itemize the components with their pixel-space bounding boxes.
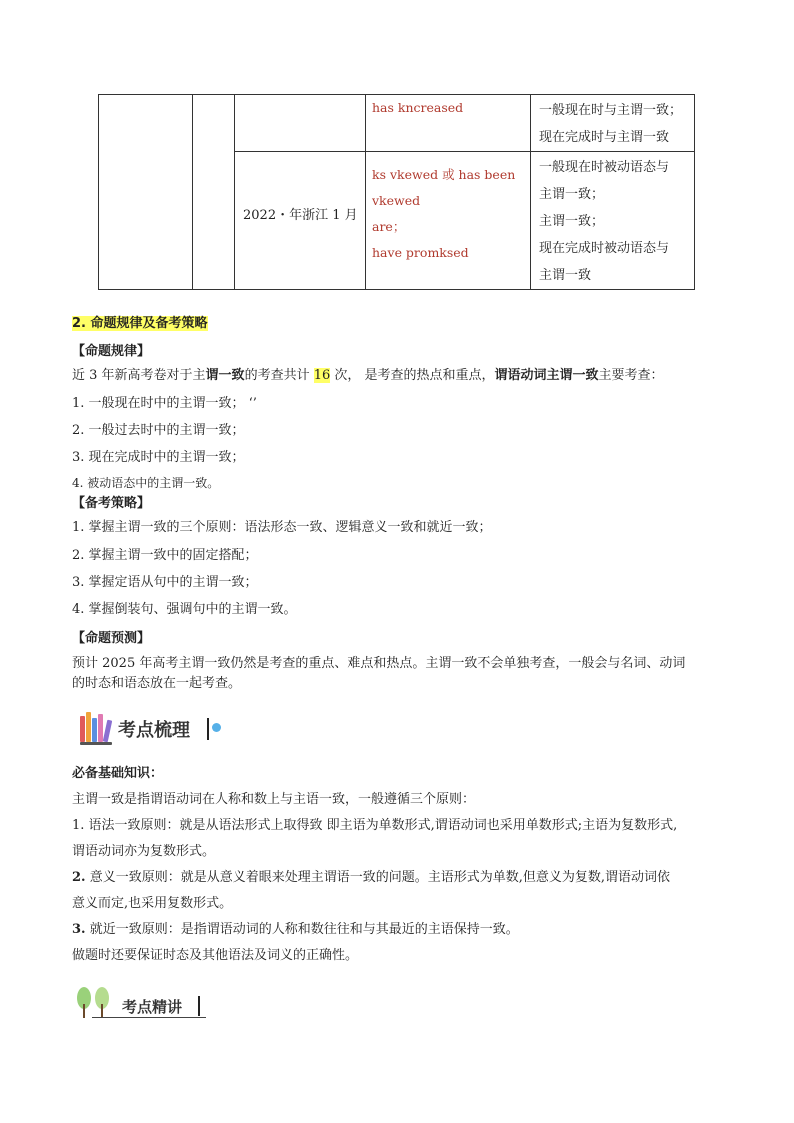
forecast-heading: 【命题预测】 <box>72 631 151 646</box>
year-cell <box>235 152 366 290</box>
principle-2: 2. 意义一致原则：就是从意义着眼来处理主谓语一致的问题。主语形式为单数,但意义为复数,谓语动词依 <box>72 870 670 885</box>
answer-text: has kncreased <box>372 100 464 115</box>
note-line: 主谓一致； <box>539 214 605 229</box>
principle-1: 1. 语法一致原则：就是从语法形式上取得致 即主语为单数形式,谓语动词也采用单数形式;主语为复数形式, <box>72 818 678 833</box>
forecast-line: 预计 2025 年高考主谓一致仍然是考查的重点、难点和热点。主谓一致不会单独考查，一般会与名词、动词 <box>72 656 686 671</box>
text-cursor <box>198 996 200 1016</box>
rules-heading: 【命题规律】 <box>72 344 151 359</box>
text-cursor <box>207 718 209 740</box>
year-text: 2022・年浙江 1 月 <box>243 208 358 223</box>
answer-cell <box>366 95 531 152</box>
basics-intro: 主谓一致是指谓语动词在人称和数上与主语一致，一般遵循三个原则： <box>72 792 476 807</box>
rule-item: 4. 被动语态中的主谓一致。 <box>72 476 220 490</box>
note-line: 现在完成时被动语态与 <box>539 241 670 256</box>
tree-icon <box>74 984 118 1024</box>
strategy-heading: 【备考策略】 <box>72 496 151 511</box>
strategy-item: 2. 掌握主谓一致中的固定搭配； <box>72 548 258 563</box>
section-banner <box>80 708 230 748</box>
section-banner <box>74 984 214 1024</box>
principle-2-cont: 意义而定,也采用复数形式。 <box>72 896 233 911</box>
note-line: 主谓一致； <box>539 187 605 202</box>
strategy-item: 3. 掌握定语从句中的主谓一致； <box>72 575 258 590</box>
banner-title: 考点梳理 <box>118 720 190 741</box>
note-line: 现在完成时与主谓一致 <box>539 130 670 145</box>
exam-table <box>98 94 695 290</box>
dot-icon <box>212 723 221 732</box>
rules-intro: 近 3 年新高考卷对于主谓一致的考查共计 16 次， 是考查的热点和重点，谓语动词主谓一致主要考查： <box>72 368 664 383</box>
note-cell <box>531 152 695 290</box>
note-line: 一般现在时被动语态与 <box>539 160 670 175</box>
answer-line: have promksed <box>372 245 469 260</box>
principle-1-cont: 谓语动词亦为复数形式。 <box>72 844 216 859</box>
answer-line: are； <box>372 219 406 234</box>
section-title: 2. 命题规律及备考策略 <box>72 316 208 331</box>
note-cell <box>531 95 695 152</box>
banner-title: 考点精讲 <box>122 998 183 1016</box>
table-cell <box>235 95 366 152</box>
principle-3: 3. 就近一致原则：是指谓语动词的人称和数往往和与其最近的主语保持一致。 <box>72 922 519 937</box>
strategy-item: 1. 掌握主谓一致的三个原则：语法形态一致、逻辑意义一致和就近一致； <box>72 520 492 535</box>
table-row <box>99 95 695 152</box>
answer-line: vkewed <box>372 193 421 208</box>
forecast-line: 的时态和语态放在一起考查。 <box>72 676 242 691</box>
note-line: 一般现在时与主谓一致； <box>539 103 683 118</box>
table-cell <box>99 95 193 290</box>
rule-item: 1. 一般现在时中的主谓一致； ‘’ <box>72 396 257 411</box>
rule-item: 2. 一般过去时中的主谓一致； <box>72 423 245 438</box>
strategy-item: 4. 掌握倒装句、强调句中的主谓一致。 <box>72 602 297 617</box>
rule-item: 3. 现在完成时中的主谓一致； <box>72 450 245 465</box>
basics-note: 做题时还要保证时态及其他语法及词义的正确性。 <box>72 948 359 963</box>
note-line: 主谓一致 <box>539 268 592 283</box>
banner-underline <box>92 1017 206 1018</box>
answer-cell <box>366 152 531 290</box>
answer-line: ks vkewed 或 has been <box>372 167 516 182</box>
table-cell <box>193 95 235 290</box>
basics-heading: 必备基础知识： <box>72 766 164 781</box>
